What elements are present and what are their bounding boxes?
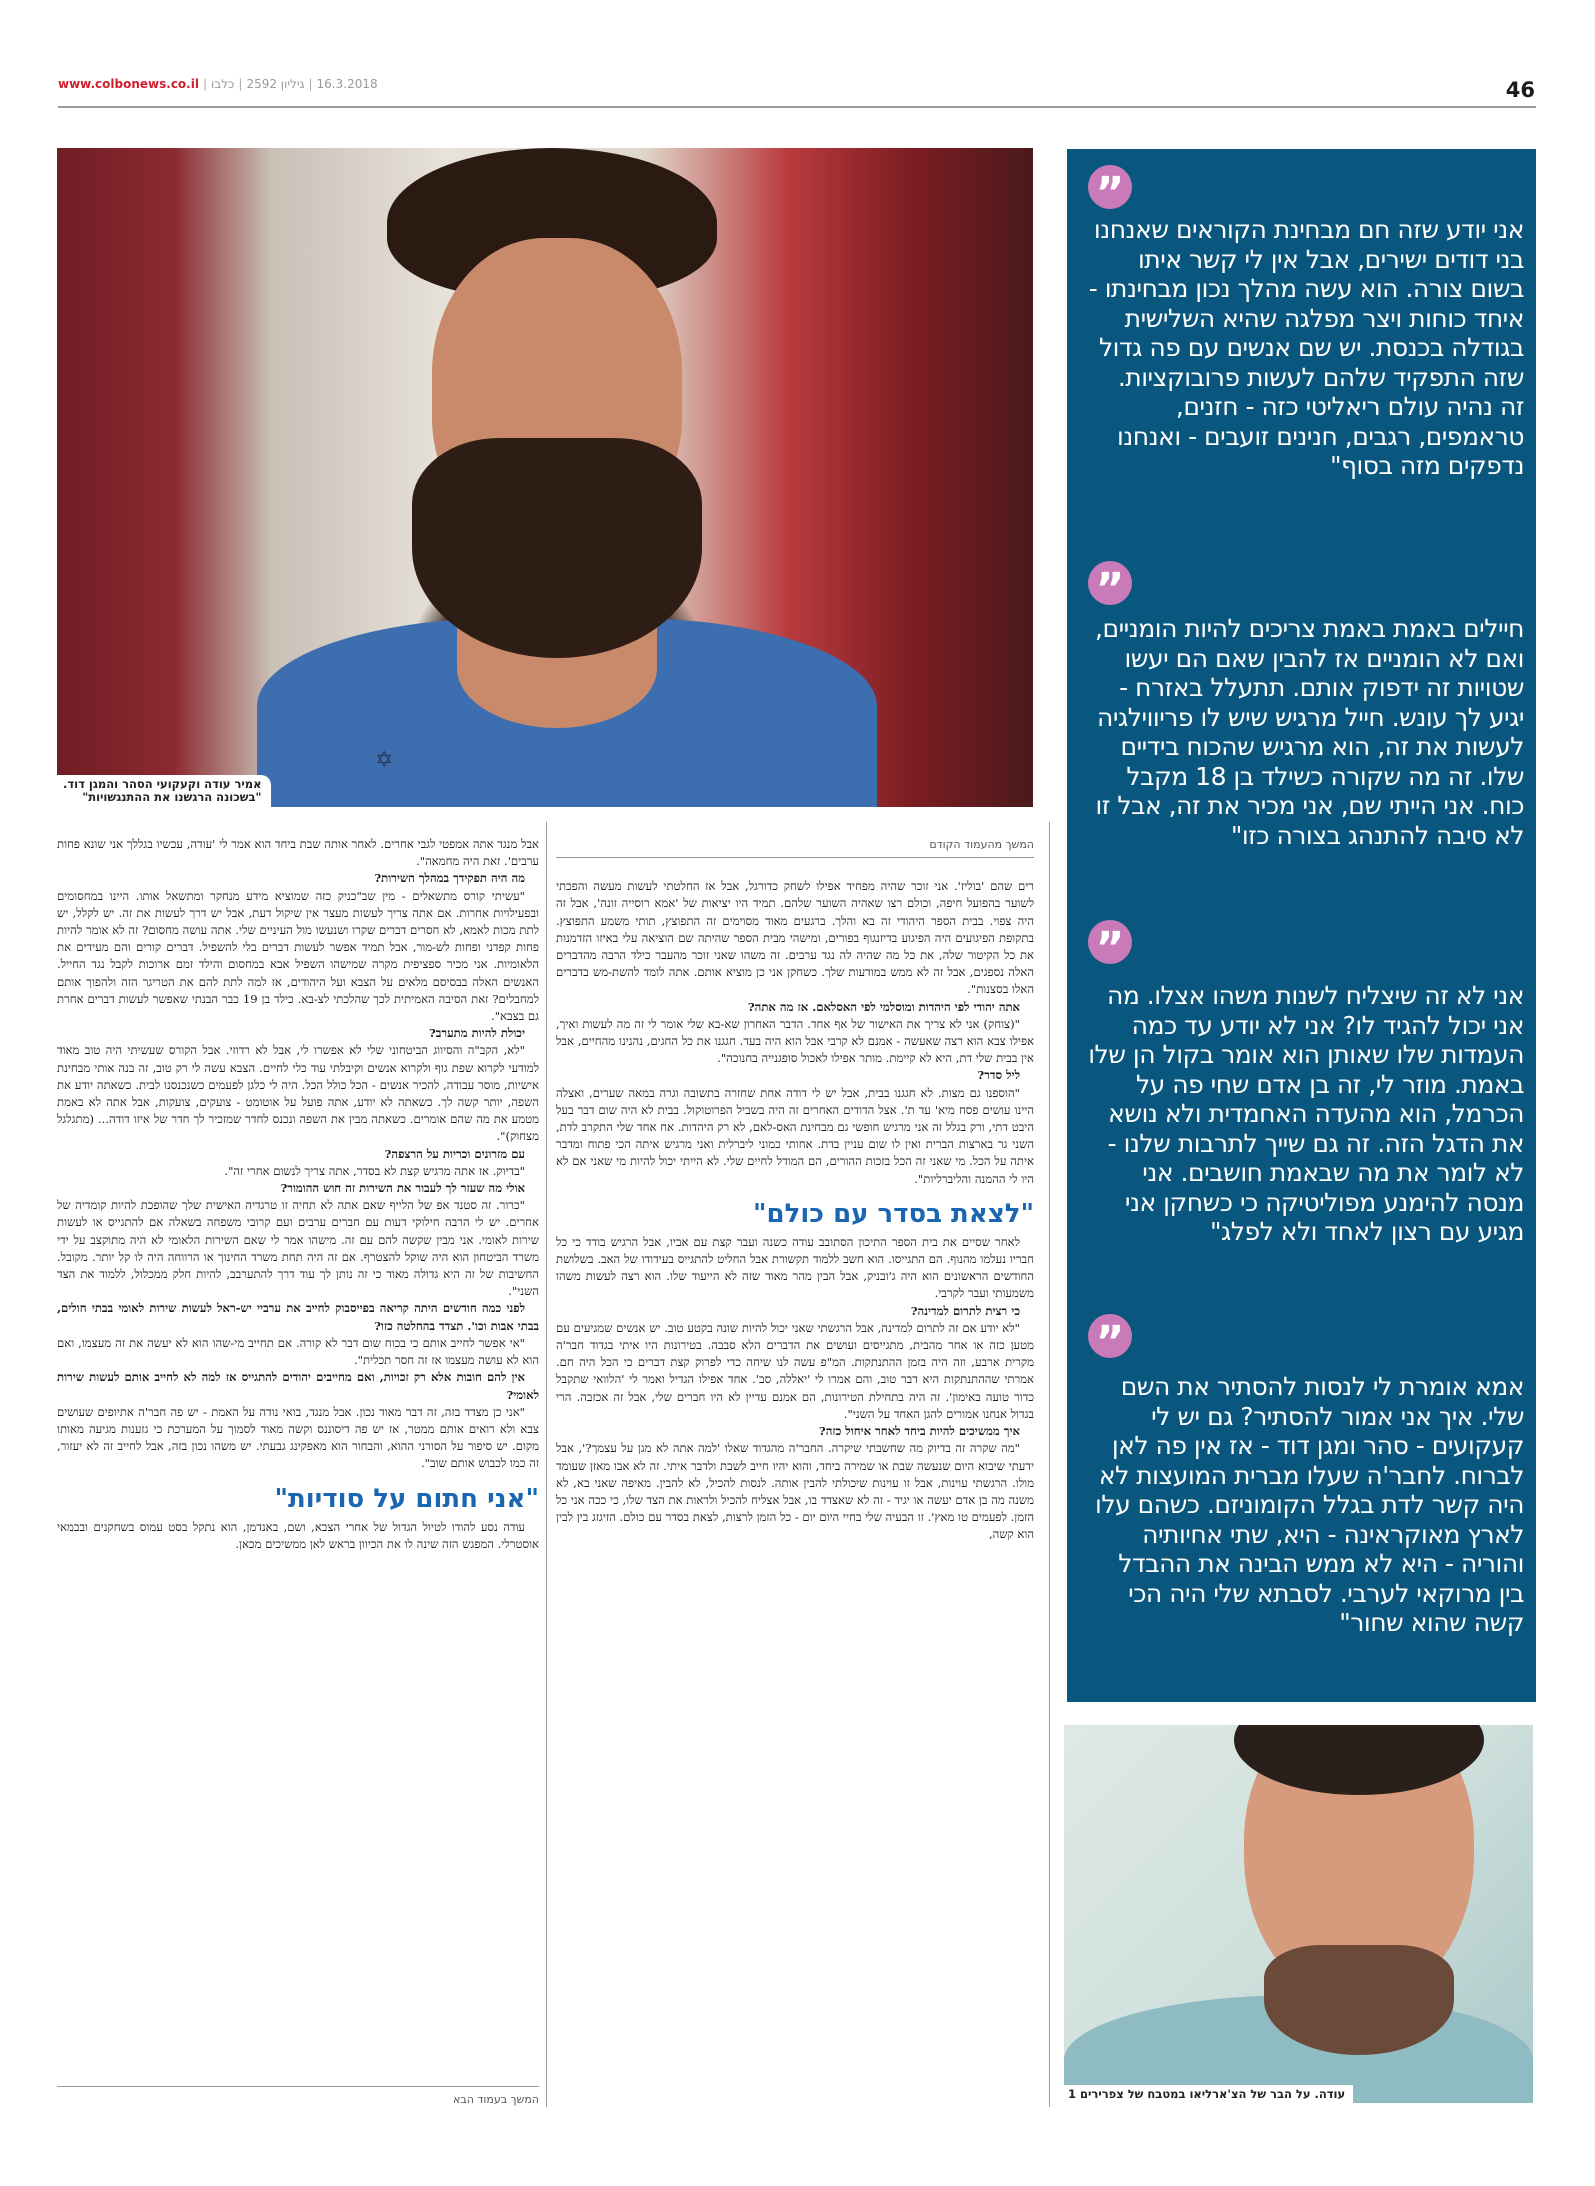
article-column-middle [556, 836, 1034, 2108]
paragraph: אבל מנגד אתה אמפטי לגבי אחרים. לאחר אותה שבת ביחד הוא אמר לי 'עודה, עכשיו בגללך אני שונא פחות ערבים'. זאת היה מחמאה". [57, 837, 539, 869]
paragraph: "(צוחק) אני לא צריך את האישור של אף אחד. הדבר האחרון שא-בא שלי אומר לי זה מה לעשות ואיך, אפילו צבא הוא רצה שאעשה - אמנם לא קרבי אבל הוא היה בעד. חגגנו את כל החגים, נהנינו מהחיים, אבל אין בבית שלי דת, היא לא קיימת. מותר אפילו לאכול סופגנייה בחנוכה". [556, 1016, 1034, 1066]
paragraph: "הוספנו גם מצות. לא חגגנו בבית, אבל יש לי דודה אחת שחזרה בתשובה וגרה במאה שערים, ואצלה היינו עושים פסח מיא' עד ת'. אצל הדודים האחרים זה היה בשביל הפרוטוקול. בבית לא היה שום דבר בעל היבט דתי, ורק בגלל זה אני מרגיש חופשי גם מבחינת האס-לאם, לא רק היהדות. אח אחד שלי התקרב לדת, השני גר בארצות הברית ואין לו שום עניין בדת. אחותי כמוני ליברלית ואני מרגיש איתה הכי פתוח ומדבר איתה על הכל. מי שאני זה הכל בזכות ההורים, הם המודל לחיים שלי. לא הייתי יכול להיות מי שאני אם לא היו לי ההמנה והליברליות". [556, 1085, 1034, 1186]
interview-question: עם מזרונים וכריות על הרצפה? [384, 1146, 525, 1161]
star-of-david-tattoo-icon: ✡ [375, 748, 394, 773]
interview-question: אין להם חובות אלא רק זכויות, ואם מחייבים יהודים להתגייס אז למה לא לחייב אותם לעשות שירות לאומי? [57, 1370, 539, 1402]
interview-question: כי רצית לתרום למדינה? [910, 1303, 1020, 1318]
separator: | [202, 77, 208, 91]
header-divider [58, 106, 1536, 108]
separator: | [238, 77, 243, 91]
paragraph: "מה שקרה זה בדיוק מה שחשבתי שיקרה. החבר'ה מהגדוד שאלו 'למה אתה לא מגן על עצמך?', אבל ידעתי שיבוא היום שנעשה שבת או שמירה ביחד, והוא יהיו חייב לשבת ולדבר איתי. זה לא אבו מאזן שעומד מולו. הרגשתי עוינות, אבל זו עוינות שיכולתי להבין אותה. לנסות להכיל, לא להבין. מאיפה שאני בא, לא משנה מה בן אדם יעשה או יגיד - זה לא שאצדד בו, אבל אצליח להכיל ולראות את הצד שלו, כי ככה אני כל הזמן. לפעמים טו מאץ'. זו הבעיה שלי בחיי היום יום - כל הזמן לרצות, לצאת בסדר עם כולם. הזיגזג בין לבין הוא קשה, [556, 1441, 1034, 1542]
section-headline: "אני חתום על סודיות" [274, 1483, 539, 1514]
issue-date: 16.3.2018 [316, 77, 378, 91]
continued-next-label: המשך בעמוד הבא [57, 2086, 539, 2108]
interview-question: מה היה תפקידך במהלך השירות? [374, 871, 525, 886]
page-number: 46 [1505, 78, 1535, 102]
portrait-photo [1064, 1725, 1533, 2103]
article-column-left [57, 836, 539, 2108]
caption-line-1: אמיר עודה וקעקועי הסהר והמגן דוד. [63, 777, 262, 791]
continued-from-label: המשך מהעמוד הקודם [556, 836, 1034, 858]
interview-question: איך ממשיכים להיות ביחד לאחר איחול כזה? [818, 1424, 1020, 1439]
interview-question: אולי מה שעזר לך לעבור את השירות זה חוש ההומור? [280, 1181, 525, 1196]
paragraph: "לא יודע אם זה לתרום למדינה, אבל הרגשתי שאני יכול להיות שונה בקטע טוב. יש אנשים שמגיעים עם מטען כזה או אחר מהבית, מתגייסים ועושים את הדברים הלא סבבה. בטירונות היו איתי בגדוד חבר'ה מקרית ארבע, וזה היה בזמן ההתנתקות. המ"פ עשה לנו שיחה כדי לפרוק קצת דברים כי הכל היה חם. אמרתי שההתנתקות היא דבר טוב, והם אמרו לי 'יאללה, סב'. אחד אפילו הגדיל ואמר לי 'הלוואי שתקבל כדור טועה באימון'. זה היה בתחילת הטירונות, הם אמנם עדיין לא היו חברים שלי, אבל זה אכזבה. הרי בגדול אנחנו אמורים להגן האחד על השני". [556, 1320, 1034, 1421]
paragraph: "אי אפשר לחייב אותם כי בכוח שום דבר לא קורה. אם תחייב מי-שהו הוא לא יעשה את זה מעצמו, ואם הוא לא עושה מעצמו אז זה חסר תכלית". [57, 1335, 539, 1368]
caption-line-2: "בשכונה הרגשנו את ההתנגשויות" [82, 790, 262, 804]
photo-beard [412, 438, 702, 658]
main-photo [57, 148, 1033, 807]
pull-quote-text: אני לא זה שיצליח לשנות משהו אצלו. מה אני יכול להגיד לו? אני לא יודע עד כמה העמדות שלו שאותן הוא אומר בקול הן שלו באמת. מוזר לי, זה בן אדם שחי פה על הכרמל, הוא מהעדה האחמדית ולא נושא את הדגל הזה. זה גם שייך לתרבות שלנו - לא לומר את מה שבאמת חושבים. אני מנסה להימנע מפוליטיקה כי כשחקן אני מגיע עם רצון לאחד ולא לפלג" [1088, 981, 1524, 1246]
interview-question: אתה יהודי לפי היהדות ומוסלמי לפי האסלאם. אז מה אתה? [747, 999, 1020, 1014]
pull-quote-text: אני יודע שזה חם מבחינת הקוראים שאנחנו בני דודים ישירים, אבל אין לי קשר איתו בשום צורה. הוא עשה מהלך נכון מבחינתו - איחד כוחות ויצר מפלגה שהיא השלישית בגודלה בכנסת. יש שם אנשים עם פה גדול שזה התפקיד שלהם לעשות פרובוקציות. זה נהיה עולם ריאליטי כזה - חזנים, טראמפים, רגבים, חנינים זועבים - ואנחנו נדפקים מזה בסוף" [1088, 215, 1524, 480]
pull-quote-text: אמא אומרת לי לנסות להסתיר את השם שלי. איך אני אמור להסתיר? גם יש לי קעקועים - סהר ומגן דוד - אז אין פה לאן לברוח. לחבר'ה שעלו מברית המועצות לא היה קשר לדת בגלל הקומוניזם. כשהם עלו לארץ מאוקראינה - היא, שתי אחיותיה והוריה - היא לא ממש הבינה את ההבדל בין מרוקאי לערבי. לסבתא שלי היה הכי קשה שהוא שחור" [1095, 1372, 1524, 1637]
quote-mark-icon: ” [1088, 1314, 1132, 1358]
quote-mark-icon: ” [1088, 561, 1132, 605]
paragraph: "אני כן מצדד בזה, זה דבר מאוד נכון. אבל מנגד, בואי נודה על האמת - יש פה חבר'ה אתיופים שעושים צבא ולא רואים אותם ממטר, אז יש פה דיסוננס וקשה מאוד לסמוך על המערכת כי גזענות מגיעה מאותו מקום. יש סיפור על הסורני ההוא, והבחור הוא מאפקינג גבעתי. יש משהו נכון בזה, אבל לחייב זה לא יעזור, זה כמו לכבוש אותם שוב". [57, 1404, 539, 1471]
interview-question: יכולת להיות מתערב? [429, 1026, 525, 1041]
portrait-photo-caption: עודה. על הבר של הצ'ארליאו במטבח של צפרירים 1 [1064, 2085, 1353, 2103]
pull-quotes-panel [1067, 149, 1536, 1702]
interview-question: לפני כמה חודשים היתה קריאה בפייסבוק לחייב את ערביי יש-ראל לעשות שירות לאומי בבתי חולים, בבתי אבות וכו'. תצדד בהחלטה כזו? [57, 1301, 539, 1333]
interview-question: ליל סדר? [977, 1068, 1020, 1083]
paragraph: עודה נסע להודו לטיול הגדול של אחרי הצבא, ושם, באנדמן, הוא נתקל בסט עמוס בשחקנים ובבמאי אוסטרלי. המפגש הזה שינה לו את הכיוון בראש לאן ממשיכים מכאן. [57, 1519, 539, 1551]
section-headline: "לצאת בסדר עם כולם" [752, 1198, 1034, 1229]
column-divider [1049, 822, 1050, 2107]
issue-number: גיליון 2592 [246, 77, 305, 91]
paragraph: לאחר שסיים את בית הספר התיכון הסתובב עודה כשנה ועבר קצת עם אביו, אבל הרגיש בודד כי כל חבריו נעלמו מהנוף. הם התגייסו. הוא חשב ללמוד תקשורת אבל החליט להתגייס בעידודו של האב. בשלושת החודשים הראשונים הוא היה ג'ובניק, אבל הבין מהר מאוד שזה לא הייעוד שלו. הוא רצה לעשות משהו משמעותי ועבר לקרבי. [556, 1234, 1034, 1301]
separator: | [308, 77, 313, 91]
quote-mark-icon: ” [1088, 920, 1132, 964]
column-divider [546, 822, 547, 2107]
photo-beard [1264, 1945, 1454, 2055]
masthead-line [58, 77, 378, 91]
site-url-link[interactable]: www.colbonews.co.il [58, 77, 199, 91]
paragraph: "כרור. זה סטנד אפ של הלייף שאם אתה לא תחיה זו טרגדיה האישית שלך שהופכת להיות קומדיה של אחרים. יש לי הרבה חילוקי דעות עם חברים ערבים ועם קרובי משפחה בשאלה אם להתגייס או לעשות שירות לאומי. אני מבין שקשה להם עם זה. מישהו אמר לי שאם השירות הלאומי לא היה מתוקצב על ידי משרד הביטחון הוא היה שוקל להצטרף. אם זה היה תחת משרד החינוך או הרווחה היה לו קל יותר. מקובל. החשיבות של זה היא גדולה מאוד כי זה נותן לך עוד דרך להתערבב, להיות חלק ממכלול, ללמוד את הצד השני". [57, 1198, 539, 1299]
pull-quote-text: חיילים באמת באמת צריכים להיות הומניים, ואם לא הומניים אז להבין שאם הם יעשו שטויות זה ידפוק אותם. תתעלל באזרח - יגיע לך עונש. חייל מרגיש שיש לו פריווילגיה לעשות את זה, הוא מרגיש שהכוח בידיים שלו. זה מה שקורה כשילד בן 18 מקבל כוח. אני הייתי שם, אני מכיר את זה, אבל זו לא סיבה להתנהג בצורה כזו" [1095, 614, 1524, 850]
paragraph: "בדיוק. אז אתה מרגיש קצת לא בסדר, אתה צריך לנשום אחרי זה". [224, 1163, 525, 1178]
quote-mark-icon: ” [1088, 165, 1132, 209]
publication-name: כלבו [211, 77, 235, 91]
paragraph: רים שהם 'בוליז'. אני זוכר שהיה מפחיד אפילו לשחק כדורגל, אבל אז החלטתי לעשות מעשה והפכתי לשוער בהפועל חיפה, וכולם רצו שאהיה השוער שלהם. תמיד היו יציאות של 'אמא רוסייה זונה', אבל זה היה צפוי. בבית הספר היהודי זה בא והלך. ברגעים מאוד מסוימים זה התפוצץ, תותי משמע התפוצץ. בתקופת הפיגועים היה הפיגוע בדיזנגוף בפורים, ומישהי מבית הספר שהיתה שם הוציאה עלי באיזו הזדמנות את כל הקיטור שלה, את כל מה שהיה לה נגד ערבים. זה משהו שאני זוכר מהעבר כילד הרבה מהדברים האלה נספגים, אבל זה לא ממש במודעות שלך. כשחקן אני כן מוציא אותם. אתה לומד להשת-מש בדברים האלו בסצנות". [556, 879, 1034, 997]
main-photo-caption [57, 775, 271, 807]
paragraph: "עשיתי קורס מתשאלים - מין שב"כניק כזה שמוציא מידע מנחקר ומתשאל אותו. היינו במחסומים ובפעילויות אחרות. אם אתה צריך לעשות מעצר אין שיקול דעת, אבל יש דרך לעשות את זה. יש לקלל, יש לתת מכות לאמא, לא חסרים דברים שקרו ושנעשו מול העיניים שלי. אתה עושה מחסום? זה לא אומר להיות פחות קפדני ופחות לש-מור, אבל תמיד אפשר לעשות דברים בלי להשפיל. דברים קורים והם מעידים את הלאומיות. אני מכיר ספציפית מקרה שמישהו השפיל אבא במחסום והילד זמם ארוכות לקבל נגד החייל. האנשים האלה בבסיסם מלאים על הצבא ועל היהודים, אז למה לתת להם את הטריגר הזה ולהפוך אותם למחבלים? זאת הסיבה האמיתית לכך שהלכתי לצ-בא. כילד בן 19 כבר הבנתי שאפשר לעשות דברים אחרת גם בצבא". [57, 888, 539, 1024]
paragraph: "לא, הקב"ה והסיווג הביטחוני שלי לא אפשרו לי, אבל לא רדוזי. אבל הקורס שעשיתי היה טוב מאוד למודעי לקרוא שפת גוף ולקרוא אנשים וקיבלתי עוד כלי לחיים. הצבא עשה לי רק טוב, זה בנה אותי מבחינת אישיות, מוסר עבודה, להכיר אנשים - הכל כולל הכל. היה לי כלגן לפעמים כשנכנסנו לבית. כשאתה יודע את השפה, יותר קשה לך. כשאתה לא יודע, אתה פועל על אוטומט - צועקים, צועקות, אבל אתה לא באמת מטמע את מה שהם אומרים. כשאתה מבין את השפה ונכנס לחדר שמזכיר לך חדר של איזו דודה... (מתגלגל מצחוק)". [57, 1043, 539, 1144]
